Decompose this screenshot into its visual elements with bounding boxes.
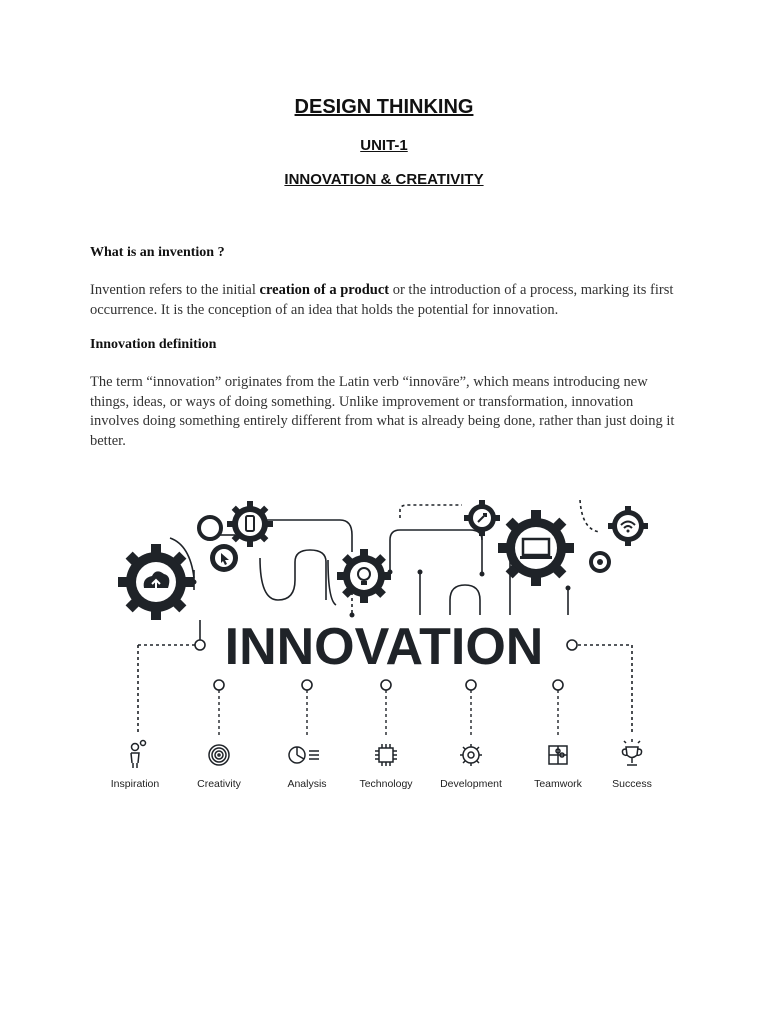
label-technology: Technology <box>359 778 413 790</box>
innovation-definition-heading: Innovation definition <box>90 337 217 352</box>
small-ring-icon <box>199 517 221 539</box>
chip-icon <box>375 744 397 766</box>
person-idea-icon <box>131 741 146 769</box>
puzzle-icon <box>549 746 567 764</box>
invention-heading: What is an invention ? <box>90 245 225 260</box>
invention-text-start: Invention refers to the initial <box>90 282 260 298</box>
label-success: Success <box>612 778 652 790</box>
label-creativity: Creativity <box>197 778 241 790</box>
phone-gear-icon <box>227 501 273 547</box>
wifi-gear-icon <box>608 506 648 546</box>
innovation-infographic <box>90 490 678 810</box>
invention-paragraph <box>90 281 678 320</box>
label-analysis: Analysis <box>287 778 327 790</box>
left-node-circle <box>195 640 205 650</box>
innovation-word: INNOVATION <box>224 618 544 676</box>
label-connectors <box>214 680 563 690</box>
trophy-icon <box>622 739 641 765</box>
pie-chart-icon <box>289 747 319 763</box>
innovation-definition-paragraph: The term “innovation” originates from the Latin verb “innovāre”, which means introducing new things, ideas, or ways of doing something. Unlike improvement or transformation, innovation involves doing something entirely different from what is already being done, rather than just doing it better. <box>90 374 675 449</box>
target-gear-icon <box>589 551 611 573</box>
label-teamwork: Teamwork <box>534 778 582 790</box>
fingerprint-icon <box>209 745 229 765</box>
invention-text-end: or the introduction of a process, marking its first occurrence. It is the conception of an idea that holds the potential for innovation. <box>90 282 674 318</box>
cursor-gear-icon <box>210 544 238 572</box>
label-dashed-lines <box>219 690 558 735</box>
gear-rocket-icon <box>460 744 482 766</box>
invention-text-bold: creation of a product <box>259 282 390 298</box>
label-inspiration: Inspiration <box>110 778 160 790</box>
cloud-upload-gear-icon <box>118 544 194 620</box>
right-node-circle <box>567 640 577 650</box>
document-subtitle: INNOVATION & CREATIVITY <box>284 171 484 188</box>
lightbulb-gear-icon <box>337 549 391 603</box>
laptop-gear-icon <box>498 510 574 586</box>
unit-label: UNIT-1 <box>360 137 408 154</box>
document-title: DESIGN THINKING <box>294 96 474 118</box>
label-development: Development <box>440 778 502 790</box>
